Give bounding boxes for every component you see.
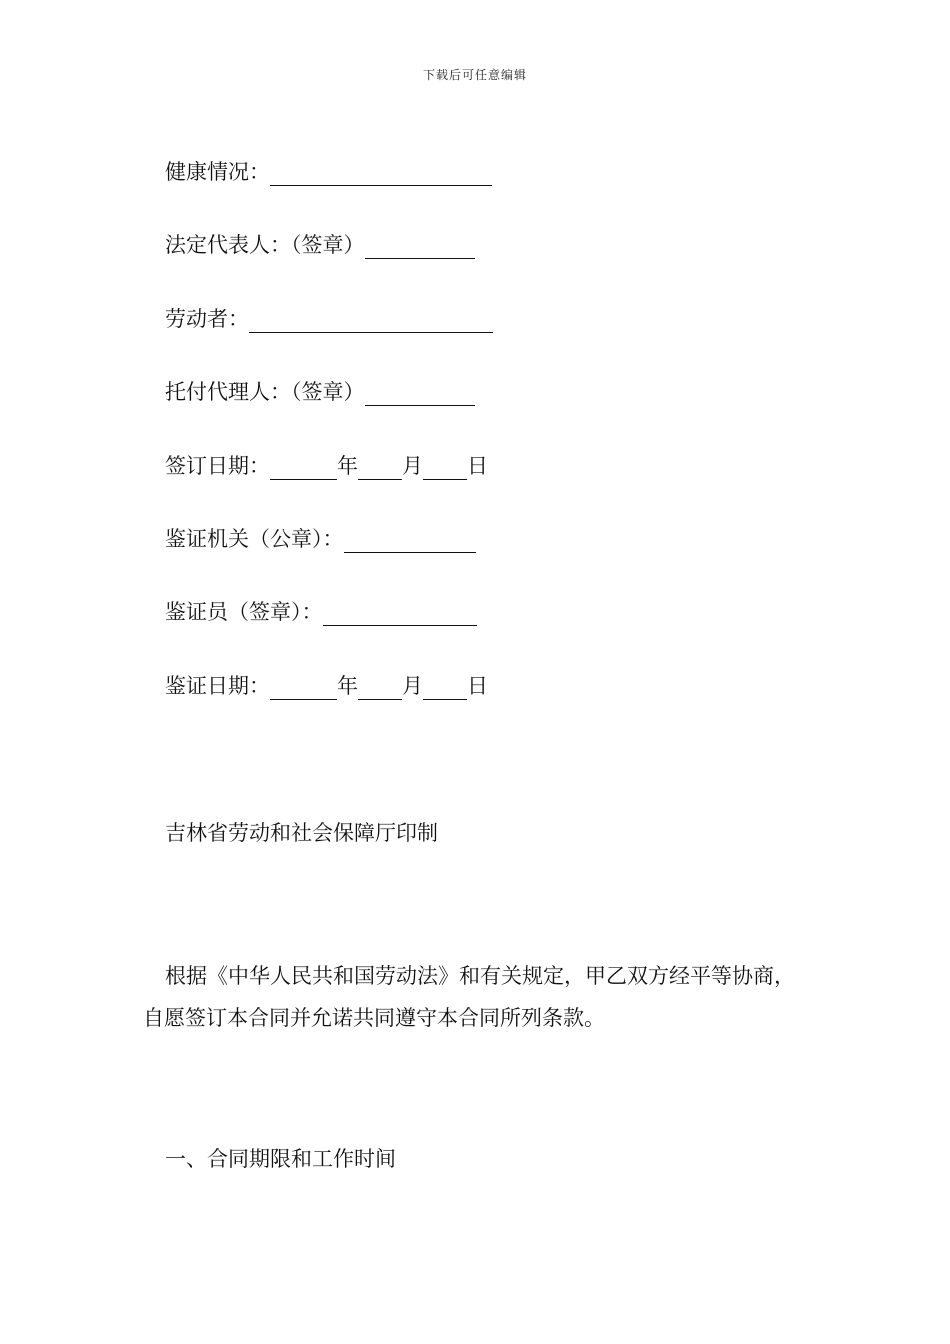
verify-date-field bbox=[165, 672, 488, 700]
agent-blank[interactable] bbox=[365, 383, 475, 406]
verify-date-label: 鉴证日期： bbox=[165, 674, 270, 698]
printing-authority-line: 吉林省劳动和社会保障厅印制 bbox=[165, 821, 438, 845]
legal-rep-label: 法定代表人：（签章） bbox=[165, 233, 365, 257]
authority-blank[interactable] bbox=[344, 530, 476, 553]
verifier-field bbox=[165, 598, 477, 626]
legal-rep-blank[interactable] bbox=[365, 236, 475, 259]
legal-rep-field bbox=[165, 231, 475, 259]
sign-date-label: 签订日期： bbox=[165, 454, 270, 478]
agent-field bbox=[165, 378, 475, 406]
intro-paragraph: 根据《中华人民共和国劳动法》和有关规定，甲乙双方经平等协商，自愿签订本合同并允诺共同遵守本合同所列条款。 bbox=[143, 964, 795, 1030]
verify-year-blank[interactable] bbox=[270, 677, 337, 700]
sign-month-unit: 月 bbox=[402, 454, 423, 478]
verifier-blank[interactable] bbox=[323, 603, 477, 626]
verify-day-unit: 日 bbox=[467, 674, 488, 698]
sign-year-blank[interactable] bbox=[270, 457, 337, 480]
verify-year-unit: 年 bbox=[337, 674, 358, 698]
health-blank[interactable] bbox=[270, 163, 492, 186]
verify-month-blank[interactable] bbox=[358, 677, 402, 700]
health-label: 健康情况： bbox=[165, 160, 270, 184]
verifier-label: 鉴证员（签章）： bbox=[165, 600, 323, 624]
worker-field bbox=[165, 305, 493, 333]
authority-field bbox=[165, 525, 476, 553]
section-heading: 一、合同期限和工作时间 bbox=[165, 1147, 396, 1171]
authority-label: 鉴证机关（公章）： bbox=[165, 527, 344, 551]
sign-month-blank[interactable] bbox=[358, 457, 402, 480]
verify-month-unit: 月 bbox=[402, 674, 423, 698]
sign-day-blank[interactable] bbox=[423, 457, 467, 480]
sign-day-unit: 日 bbox=[467, 454, 488, 478]
worker-label: 劳动者： bbox=[165, 307, 249, 331]
page-header-note: 下载后可任意编辑 bbox=[422, 68, 527, 82]
verify-day-blank[interactable] bbox=[423, 677, 467, 700]
health-field bbox=[165, 158, 492, 186]
agent-label: 托付代理人：（签章） bbox=[165, 380, 365, 404]
sign-year-unit: 年 bbox=[337, 454, 358, 478]
worker-blank[interactable] bbox=[249, 310, 493, 333]
sign-date-field bbox=[165, 452, 488, 480]
